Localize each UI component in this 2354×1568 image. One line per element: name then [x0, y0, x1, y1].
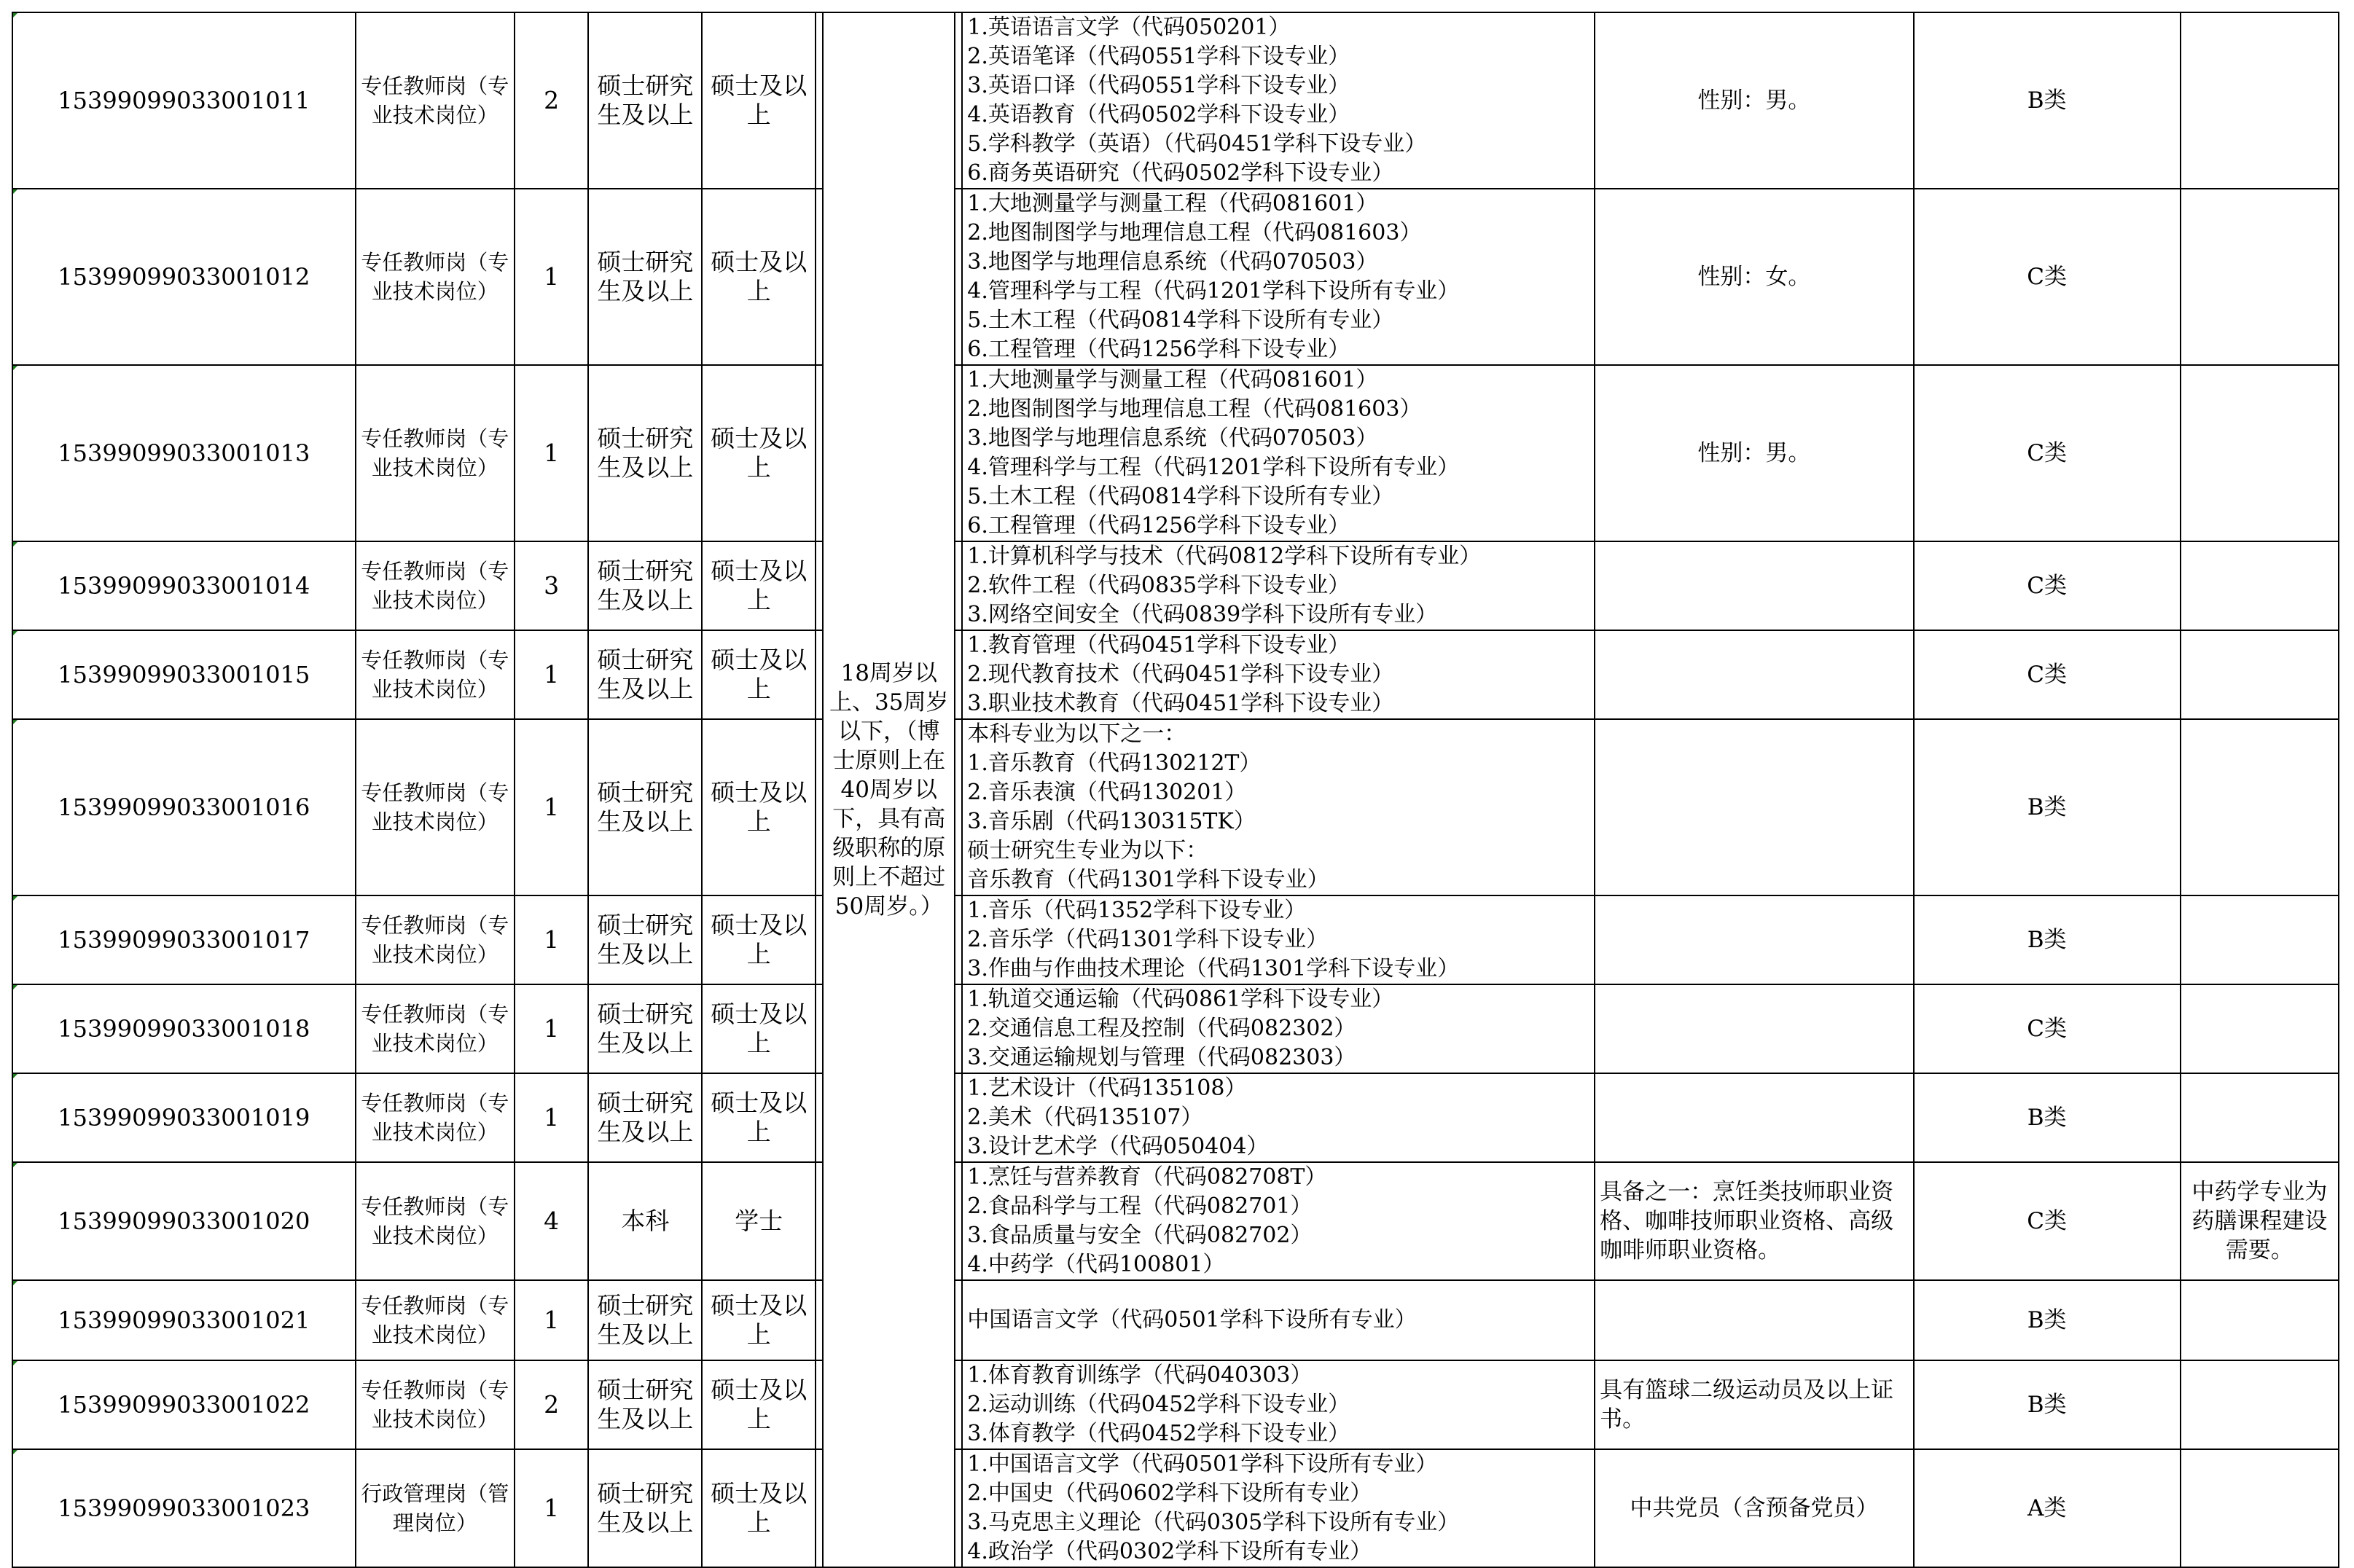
headcount-cell: 1 — [515, 984, 589, 1073]
headcount-cell: 1 — [515, 630, 589, 719]
remark-cell — [2181, 1360, 2339, 1449]
post-type-cell: 专任教师岗（专业技术岗位） — [356, 365, 515, 541]
position-code-cell: 15399099033001011 — [12, 12, 356, 189]
major-line: 2.中国史（代码0602学科下设所有专业） — [967, 1481, 1372, 1506]
table-row — [12, 1280, 2339, 1360]
post-type-cell: 专任教师岗（专业技术岗位） — [356, 1360, 515, 1449]
position-code-cell: 15399099033001022 — [12, 1360, 356, 1449]
remark-cell — [2181, 1280, 2339, 1360]
major-line: 1.体育教育训练学（代码040303） — [967, 1363, 1313, 1388]
table-row — [12, 189, 2339, 365]
major-line: 1.音乐（代码1352学科下设专业） — [967, 898, 1307, 923]
education-cell: 硕士研究生及以上 — [588, 895, 702, 984]
spacer-cell — [816, 895, 823, 984]
major-line: 4.中药学（代码100801） — [967, 1252, 1225, 1277]
table-row — [12, 12, 2339, 189]
post-type-cell: 专任教师岗（专业技术岗位） — [356, 984, 515, 1073]
major-line: 1.教育管理（代码0451学科下设专业） — [967, 632, 1350, 658]
table-row — [12, 1162, 2339, 1280]
spacer-cell — [816, 1073, 823, 1162]
major-line: 音乐教育（代码1301学科下设专业） — [967, 867, 1329, 893]
post-type-cell: 专任教师岗（专业技术岗位） — [356, 189, 515, 365]
major-requirement-cell — [962, 541, 1595, 630]
other-requirement-cell — [1595, 1280, 1913, 1360]
major-line: 6.商务英语研究（代码0502学科下设专业） — [967, 160, 1394, 186]
exam-category-cell: C类 — [1914, 630, 2181, 719]
remark-cell — [2181, 189, 2339, 365]
major-line: 5.学科教学（英语）（代码0451学科下设专业） — [967, 131, 1427, 157]
table-row — [12, 1360, 2339, 1449]
major-line: 2.地图制图学与地理信息工程（代码081603） — [967, 220, 1422, 246]
major-line: 1.烹饪与营养教育（代码082708T） — [967, 1164, 1327, 1190]
remark-cell — [2181, 984, 2339, 1073]
education-cell: 硕士研究生及以上 — [588, 541, 702, 630]
position-code-cell: 15399099033001013 — [12, 365, 356, 541]
major-line: 2.交通信息工程及控制（代码082302） — [967, 1016, 1356, 1041]
remark-cell: 中药学专业为药膳课程建设需要。 — [2181, 1162, 2339, 1280]
education-cell: 硕士研究生及以上 — [588, 630, 702, 719]
degree-cell: 硕士及以上 — [702, 1449, 816, 1567]
degree-cell: 硕士及以上 — [702, 630, 816, 719]
post-type-cell: 专任教师岗（专业技术岗位） — [356, 895, 515, 984]
spacer-cell — [816, 365, 823, 541]
table-row — [12, 984, 2339, 1073]
position-code-cell: 15399099033001021 — [12, 1280, 356, 1360]
spacer-cell — [955, 1280, 962, 1360]
other-requirement-cell: 具备之一：烹饪类技师职业资格、咖啡技师职业资格、高级咖啡师职业资格。 — [1595, 1162, 1913, 1280]
major-line: 5.土木工程（代码0814学科下设所有专业） — [967, 484, 1394, 509]
exam-category-cell: B类 — [1914, 1360, 2181, 1449]
remark-cell — [2181, 1073, 2339, 1162]
remark-cell — [2181, 1449, 2339, 1567]
major-line: 3.作曲与作曲技术理论（代码1301学科下设专业） — [967, 956, 1460, 981]
degree-cell: 硕士及以上 — [702, 1360, 816, 1449]
position-code-cell: 15399099033001015 — [12, 630, 356, 719]
major-line: 3.马克思主义理论（代码0305学科下设所有专业） — [967, 1510, 1460, 1535]
major-line: 1.英语语言文学（代码050201） — [967, 15, 1291, 40]
spacer-cell — [955, 719, 962, 895]
education-cell: 硕士研究生及以上 — [588, 984, 702, 1073]
post-type-cell: 专任教师岗（专业技术岗位） — [356, 630, 515, 719]
age-requirement-cell: 18周岁以上、35周岁以下，（博士原则上在40周岁以下，具有高级职称的原则上不超过50周岁。） — [823, 12, 955, 1567]
remark-cell — [2181, 12, 2339, 189]
major-line: 4.英语教育（代码0502学科下设专业） — [967, 102, 1350, 128]
remark-cell — [2181, 895, 2339, 984]
education-cell: 硕士研究生及以上 — [588, 1073, 702, 1162]
major-line: 4.政治学（代码0302学科下设所有专业） — [967, 1539, 1372, 1564]
remark-cell — [2181, 365, 2339, 541]
table-row — [12, 541, 2339, 630]
table-row — [12, 895, 2339, 984]
spacer-cell — [816, 719, 823, 895]
table-row — [12, 1073, 2339, 1162]
post-type-cell: 专任教师岗（专业技术岗位） — [356, 12, 515, 189]
spacer-cell — [816, 1449, 823, 1567]
major-requirement-cell — [962, 12, 1595, 189]
position-code-cell: 15399099033001020 — [12, 1162, 356, 1280]
other-requirement-cell — [1595, 630, 1913, 719]
position-code-cell: 15399099033001017 — [12, 895, 356, 984]
post-type-cell: 专任教师岗（专业技术岗位） — [356, 719, 515, 895]
exam-category-cell: C类 — [1914, 541, 2181, 630]
position-code-cell: 15399099033001016 — [12, 719, 356, 895]
spacer-cell — [955, 1449, 962, 1567]
position-code-cell: 15399099033001018 — [12, 984, 356, 1073]
education-cell: 硕士研究生及以上 — [588, 189, 702, 365]
spacer-cell — [955, 1162, 962, 1280]
education-cell: 硕士研究生及以上 — [588, 365, 702, 541]
degree-cell: 硕士及以上 — [702, 189, 816, 365]
headcount-cell: 2 — [515, 12, 589, 189]
major-line: 5.土木工程（代码0814学科下设所有专业） — [967, 307, 1394, 333]
major-line: 1.计算机科学与技术（代码0812学科下设所有专业） — [967, 544, 1482, 569]
post-type-cell: 行政管理岗（管理岗位） — [356, 1449, 515, 1567]
major-line: 2.软件工程（代码0835学科下设专业） — [967, 573, 1350, 598]
headcount-cell: 1 — [515, 719, 589, 895]
headcount-cell: 1 — [515, 1073, 589, 1162]
major-requirement-cell — [962, 630, 1595, 719]
major-line: 1.音乐教育（代码130212T） — [967, 750, 1262, 776]
major-requirement-cell — [962, 1162, 1595, 1280]
position-code-cell: 15399099033001019 — [12, 1073, 356, 1162]
major-requirement-cell — [962, 189, 1595, 365]
major-line: 4.管理科学与工程（代码1201学科下设所有专业） — [967, 278, 1460, 304]
degree-cell: 硕士及以上 — [702, 1073, 816, 1162]
education-cell: 本科 — [588, 1162, 702, 1280]
major-line: 1.轨道交通运输（代码0861学科下设专业） — [967, 987, 1394, 1012]
major-line: 3.体育教学（代码0452学科下设专业） — [967, 1421, 1350, 1446]
other-requirement-cell — [1595, 895, 1913, 984]
other-requirement-cell — [1595, 719, 1913, 895]
table-row — [12, 630, 2339, 719]
recruitment-table — [12, 12, 2339, 1568]
major-line: 3.交通运输规划与管理（代码082303） — [967, 1045, 1356, 1070]
headcount-cell: 2 — [515, 1360, 589, 1449]
exam-category-cell: B类 — [1914, 1280, 2181, 1360]
headcount-cell: 3 — [515, 541, 589, 630]
position-code-cell: 15399099033001014 — [12, 541, 356, 630]
remark-cell — [2181, 541, 2339, 630]
other-requirement-cell: 中共党员（含预备党员） — [1595, 1449, 1913, 1567]
major-line: 1.大地测量学与测量工程（代码081601） — [967, 191, 1378, 216]
remark-cell — [2181, 630, 2339, 719]
education-cell: 硕士研究生及以上 — [588, 1280, 702, 1360]
spacer-cell — [816, 984, 823, 1073]
degree-cell: 硕士及以上 — [702, 984, 816, 1073]
exam-category-cell: C类 — [1914, 1162, 2181, 1280]
education-cell: 硕士研究生及以上 — [588, 12, 702, 189]
exam-category-cell: B类 — [1914, 12, 2181, 189]
major-line: 2.运动训练（代码0452学科下设专业） — [967, 1392, 1350, 1417]
major-requirement-cell — [962, 1073, 1595, 1162]
headcount-cell: 4 — [515, 1162, 589, 1280]
other-requirement-cell — [1595, 541, 1913, 630]
major-line: 6.工程管理（代码1256学科下设专业） — [967, 337, 1350, 362]
spacer-cell — [955, 630, 962, 719]
degree-cell: 硕士及以上 — [702, 895, 816, 984]
major-line: 3.食品质量与安全（代码082702） — [967, 1223, 1313, 1248]
education-cell: 硕士研究生及以上 — [588, 719, 702, 895]
major-requirement-cell — [962, 1280, 1595, 1360]
spacer-cell — [955, 895, 962, 984]
spacer-cell — [955, 189, 962, 365]
degree-cell: 硕士及以上 — [702, 12, 816, 189]
major-line: 3.音乐剧（代码130315TK） — [967, 809, 1256, 834]
exam-category-cell: A类 — [1914, 1449, 2181, 1567]
major-line: 2.地图制图学与地理信息工程（代码081603） — [967, 396, 1422, 422]
spacer-cell — [816, 12, 823, 189]
major-line: 3.职业技术教育（代码0451学科下设专业） — [967, 691, 1394, 716]
major-requirement-cell — [962, 895, 1595, 984]
other-requirement-cell: 具有篮球二级运动员及以上证书。 — [1595, 1360, 1913, 1449]
position-code-cell: 15399099033001012 — [12, 189, 356, 365]
degree-cell: 硕士及以上 — [702, 365, 816, 541]
exam-category-cell: B类 — [1914, 719, 2181, 895]
spacer-cell — [955, 1360, 962, 1449]
spacer-cell — [816, 541, 823, 630]
major-line: 2.食品科学与工程（代码082701） — [967, 1193, 1313, 1219]
major-requirement-cell — [962, 365, 1595, 541]
degree-cell: 学士 — [702, 1162, 816, 1280]
table-row — [12, 719, 2339, 895]
other-requirement-cell: 性别：男。 — [1595, 365, 1913, 541]
major-line: 4.管理科学与工程（代码1201学科下设所有专业） — [967, 455, 1460, 480]
exam-category-cell: C类 — [1914, 365, 2181, 541]
major-line: 3.英语口译（代码0551学科下设专业） — [967, 73, 1350, 98]
major-line: 3.地图学与地理信息系统（代码070503） — [967, 426, 1378, 451]
headcount-cell: 1 — [515, 895, 589, 984]
headcount-cell: 1 — [515, 1280, 589, 1360]
major-line: 2.音乐学（代码1301学科下设专业） — [967, 927, 1329, 952]
post-type-cell: 专任教师岗（专业技术岗位） — [356, 1073, 515, 1162]
education-cell: 硕士研究生及以上 — [588, 1360, 702, 1449]
spacer-cell — [816, 1162, 823, 1280]
spacer-cell — [955, 365, 962, 541]
other-requirement-cell: 性别：男。 — [1595, 12, 1913, 189]
exam-category-cell: B类 — [1914, 895, 2181, 984]
post-type-cell: 专任教师岗（专业技术岗位） — [356, 1162, 515, 1280]
table-row — [12, 365, 2339, 541]
major-line: 1.中国语言文学（代码0501学科下设所有专业） — [967, 1451, 1438, 1477]
spacer-cell — [955, 12, 962, 189]
headcount-cell: 1 — [515, 1449, 589, 1567]
major-requirement-cell — [962, 719, 1595, 895]
major-line: 2.音乐表演（代码130201） — [967, 780, 1247, 805]
spacer-cell — [955, 541, 962, 630]
exam-category-cell: C类 — [1914, 984, 2181, 1073]
spacer-cell — [816, 189, 823, 365]
major-line: 中国语言文学（代码0501学科下设所有专业） — [967, 1307, 1417, 1333]
post-type-cell: 专任教师岗（专业技术岗位） — [356, 1280, 515, 1360]
exam-category-cell: C类 — [1914, 189, 2181, 365]
degree-cell: 硕士及以上 — [702, 1280, 816, 1360]
major-requirement-cell — [962, 1360, 1595, 1449]
other-requirement-cell: 性别：女。 — [1595, 189, 1913, 365]
major-line: 6.工程管理（代码1256学科下设专业） — [967, 513, 1350, 538]
remark-cell — [2181, 719, 2339, 895]
major-line: 3.地图学与地理信息系统（代码070503） — [967, 249, 1378, 275]
headcount-cell: 1 — [515, 189, 589, 365]
major-requirement-cell — [962, 1449, 1595, 1567]
spacer-cell — [955, 1073, 962, 1162]
position-code-cell: 15399099033001023 — [12, 1449, 356, 1567]
exam-category-cell: B类 — [1914, 1073, 2181, 1162]
education-cell: 硕士研究生及以上 — [588, 1449, 702, 1567]
headcount-cell: 1 — [515, 365, 589, 541]
major-requirement-cell — [962, 984, 1595, 1073]
major-line: 本科专业为以下之一： — [967, 721, 1186, 747]
other-requirement-cell — [1595, 984, 1913, 1073]
major-line: 2.英语笔译（代码0551学科下设专业） — [967, 44, 1350, 69]
major-line: 3.网络空间安全（代码0839学科下设所有专业） — [967, 602, 1438, 627]
major-line: 3.设计艺术学（代码050404） — [967, 1134, 1269, 1159]
spacer-cell — [816, 1360, 823, 1449]
post-type-cell: 专任教师岗（专业技术岗位） — [356, 541, 515, 630]
degree-cell: 硕士及以上 — [702, 719, 816, 895]
other-requirement-cell — [1595, 1073, 1913, 1162]
spacer-cell — [816, 630, 823, 719]
major-line: 2.美术（代码135107） — [967, 1105, 1203, 1130]
spacer-cell — [955, 984, 962, 1073]
degree-cell: 硕士及以上 — [702, 541, 816, 630]
major-line: 硕士研究生专业为以下： — [967, 838, 1208, 863]
major-line: 1.艺术设计（代码135108） — [967, 1075, 1247, 1101]
table-row — [12, 1449, 2339, 1567]
major-line: 2.现代教育技术（代码0451学科下设专业） — [967, 662, 1394, 687]
spacer-cell — [816, 1280, 823, 1360]
major-line: 1.大地测量学与测量工程（代码081601） — [967, 367, 1378, 393]
